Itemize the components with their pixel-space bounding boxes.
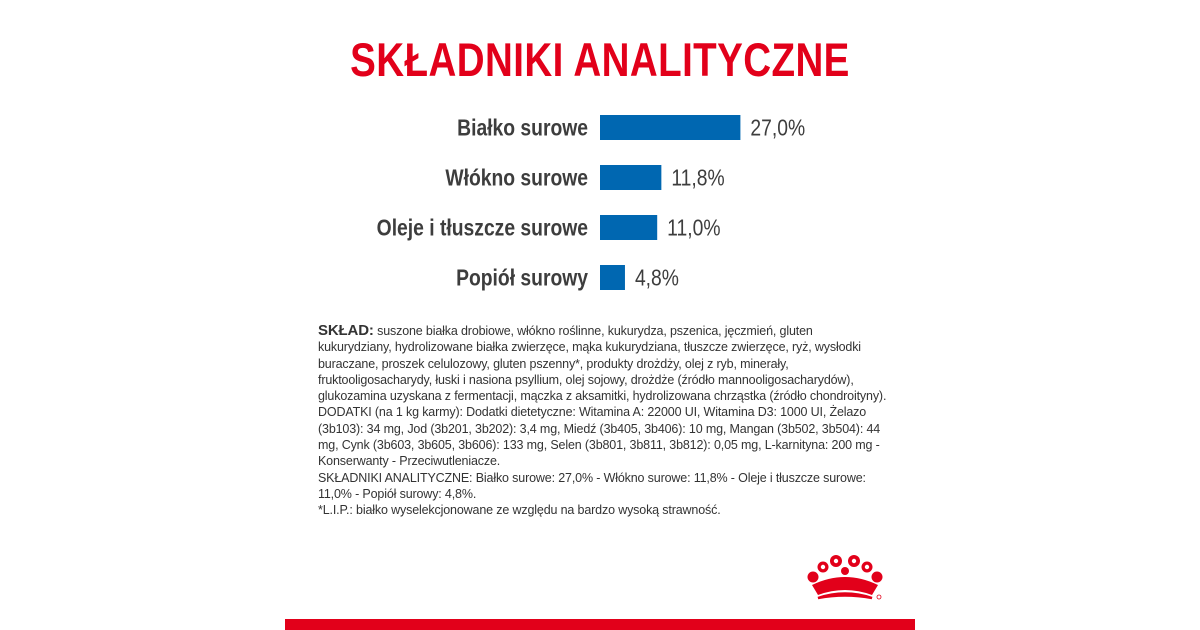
page-title: SKŁADNIKI ANALITYCZNE — [350, 33, 850, 86]
value-label: 27,0% — [750, 116, 806, 141]
category-label: Popiół surowy — [456, 266, 588, 291]
bar — [600, 265, 625, 290]
category-label: Włókno surowe — [445, 166, 588, 191]
dodatki-paragraph: DODATKI (na 1 kg karmy): Dodatki dietetyczne: Witamina A: 22000 UI, Witamina D3: 1000 UI, Żelazo (3b103): 34 mg, Jod (3b201, 3b202): 3,4 mg, Miedź (3b405, 3b406): 10 mg, Mangan (3b502, 3b504): 44 mg, Cynk (3b603, 3b605, 3b606): 133 mg, Selen (3b801, 3b811, 3b812): 0,05 mg, L-karnityna: 200 mg - Konserwanty - Przeciwutleniacze. — [318, 405, 881, 469]
bar — [600, 165, 661, 190]
footer-bar — [285, 619, 915, 630]
sklad-text: suszone białka drobiowe, włókno roślinne, kukurydza, pszenica, jęczmień, gluten kukurydziany, hydrolizowane białka zwierzęce, mąka kukurydziana, tłuszcze zwierzęce, ryż, wysłodki buraczane, proszek celulozowy, gluten pszenny*, produkty drożdży, olej z ryb, minerały, fruktooligosacharydy, łuski i nasiona psyllium, olej sojowy, drożdże (źródło mannooligosacharydów), glukozamina uzyskana z fermentacji, mączka z aksamitki, hydrolizowana chrząstka (źródło chondroityny). — [318, 324, 887, 404]
value-label: 11,0% — [667, 216, 721, 241]
sklad-paragraph — [318, 323, 888, 404]
sklad-label: SKŁAD: — [318, 322, 374, 339]
value-label: 4,8% — [634, 266, 679, 291]
crown-icon — [800, 555, 890, 605]
analityczne-paragraph: SKŁADNIKI ANALITYCZNE: Białko surowe: 27,0% - Włókno surowe: 11,8% - Oleje i tłuszcze surowe: 11,0% - Popiół surowy: 4,8%. — [318, 470, 866, 501]
value-label: 11,8% — [671, 166, 725, 191]
composition-text — [318, 323, 888, 519]
bar — [600, 115, 740, 140]
category-label: Białko surowe — [457, 116, 588, 141]
analytic-bar-chart — [0, 100, 1200, 310]
bar — [600, 215, 657, 240]
footnote-paragraph: *L.I.P.: białko wyselekcjonowane ze względu na bardzo wysoką strawność. — [318, 503, 721, 518]
category-label: Oleje i tłuszcze surowe — [376, 216, 588, 241]
